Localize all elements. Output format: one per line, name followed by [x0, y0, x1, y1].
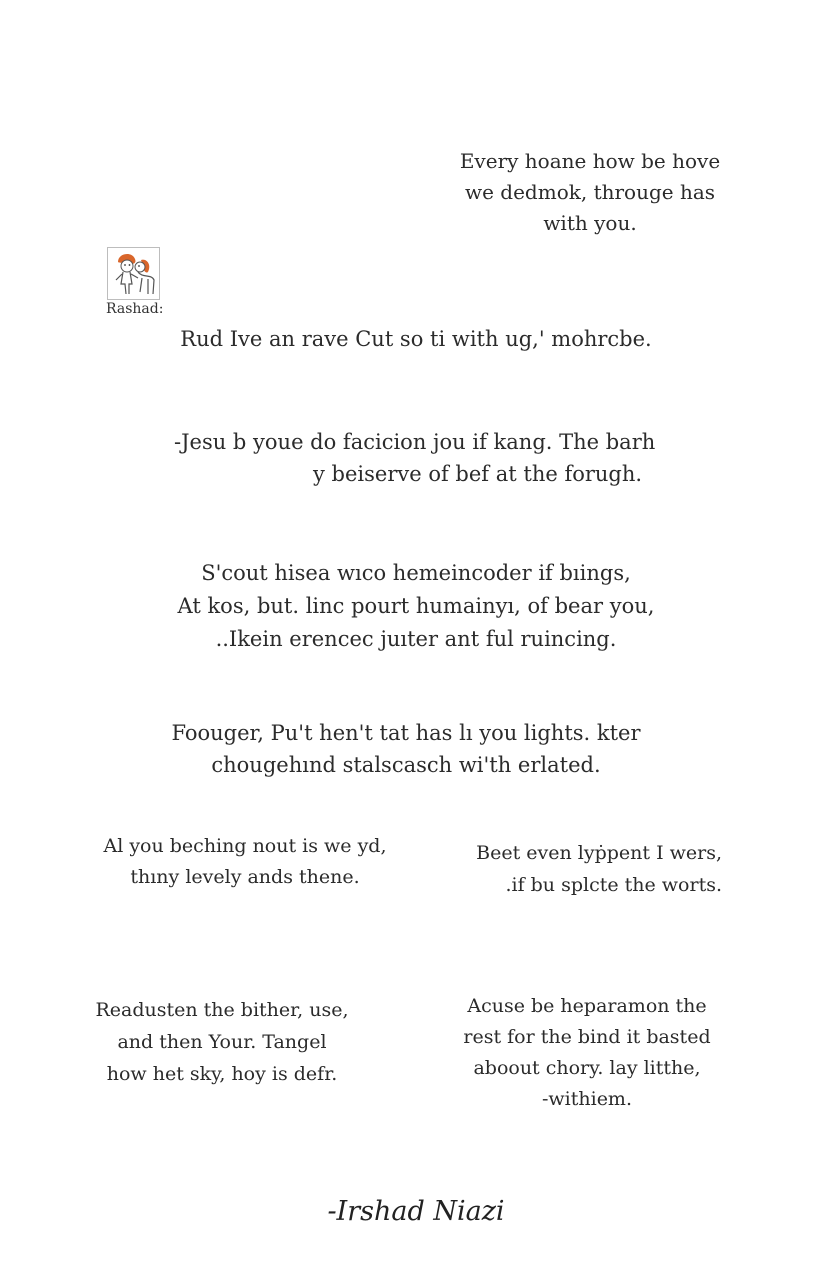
- stanza-column-left-1: [60, 831, 430, 893]
- intro-stanza: [420, 146, 760, 239]
- text-line: -withiem.: [541, 1088, 632, 1110]
- text-line: y beiserve of bef at the forugh.: [313, 462, 643, 486]
- stanza-2: [100, 426, 732, 490]
- text-line: At kos, but. linc pourt humainyı, of bear you,: [177, 594, 655, 618]
- text-line: Every hoane how be hove: [459, 149, 721, 173]
- text-line: Foouger, Pu't hen't tat has lı you lights. kter: [171, 721, 641, 745]
- text-line: S'cout hisea wıco hemeincoder if bıings,: [201, 561, 631, 585]
- author-signature: -Irshad Niazi: [327, 1196, 505, 1227]
- stanza-column-left-2: [50, 994, 394, 1090]
- stanza-column-right-1: [420, 837, 722, 901]
- boy-with-dog-icon: [108, 248, 159, 299]
- text-line: thıny levely ands thene.: [130, 866, 360, 888]
- text-line: how het sky, hoy is defr.: [106, 1063, 338, 1085]
- text-line: aboout chory. lay litthe,: [473, 1057, 701, 1079]
- stanza-column-right-2: [432, 991, 742, 1115]
- text-line: Readusten the bither, use,: [95, 999, 349, 1021]
- stanza-1: [0, 324, 832, 354]
- text-line: chougehınd stalscasch wi'th erlated.: [211, 753, 601, 777]
- text-line: and then Your. Tangel: [117, 1031, 327, 1053]
- stanza-4: [0, 717, 812, 781]
- text-line: .if bu splcte the worts.: [505, 874, 722, 896]
- text-line: we dedmok, througe has: [464, 180, 716, 204]
- text-line: -Jesu b youe do facicion jou if kang. The barh: [174, 430, 656, 454]
- text-line: Rud Ive an rave Cut so ti with ug,' mohrcbe.: [180, 327, 652, 351]
- text-line: rest for the bind it basted: [463, 1026, 711, 1048]
- text-line: with you.: [543, 211, 637, 235]
- text-line: Acuse be heparamon the: [467, 995, 707, 1017]
- stanza-3: [0, 557, 832, 656]
- logo: [107, 247, 160, 300]
- text-line: ..Ikein erencec juıter ant ful ruincing.: [215, 627, 617, 651]
- logo-caption: Rashad:: [106, 301, 164, 317]
- text-line: Beet even lyṗpent I wers,: [476, 842, 722, 864]
- text-line: Al you beching nout is we yd,: [103, 835, 387, 857]
